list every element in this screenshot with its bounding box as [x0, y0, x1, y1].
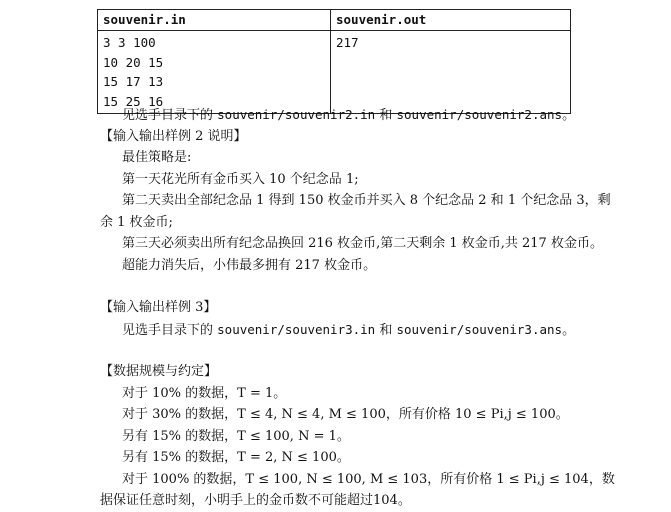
input-file-header: souvenir.in	[98, 10, 331, 31]
explain-line: 第三天必须卖出所有纪念品换回 216 枚金币,第二天剩余 1 枚金币,共 217 枚金币。	[122, 236, 603, 251]
explain-line: 余 1 枚金币;	[100, 214, 173, 230]
sample-output-cell	[331, 31, 571, 114]
sample-input-line: 15 25 16	[103, 93, 164, 109]
sample3-heading: 【输入输出样例 3】	[100, 300, 217, 315]
sample-input-line: 3 3 100	[103, 35, 156, 50]
constraint-line: 另有 15% 的数据，T = 2, N ≤ 100。	[122, 450, 350, 465]
sample-input-line: 15 17 13	[103, 74, 164, 89]
explain-line: 第一天花光所有金币买入 10 个纪念品 1;	[122, 171, 359, 187]
output-file-header: souvenir.out	[331, 10, 571, 31]
sample3-input-file: souvenir/souvenir3.in	[217, 321, 376, 337]
sample2-file-reference: 见选手目录下的 souvenir/souvenir2.in 和 souvenir/souvenir2.ans。	[122, 107, 576, 123]
sample3-answer-file: souvenir/souvenir3.ans	[396, 321, 563, 337]
sample3-file-reference: 见选手目录下的 souvenir/souvenir3.in 和 souvenir/souvenir3.ans。	[122, 321, 576, 338]
sample-input-cell	[98, 31, 331, 114]
io-sample-table	[97, 9, 571, 114]
sample2-explain-heading: 【输入输出样例 2 说明】	[100, 128, 247, 144]
constraint-line: 对于 100% 的数据，T ≤ 100, N ≤ 100, M ≤ 103，所有价格 1 ≤ Pi,j ≤ 104，数	[122, 471, 615, 487]
problem-text	[100, 104, 615, 512]
constraint-line: 另有 15% 的数据，T ≤ 100, N = 1。	[122, 428, 350, 444]
explain-line: 第二天卖出全部纪念品 1 得到 150 枚金币并买入 8 个纪念品 2 和 1 个纪念品 3，剩	[122, 193, 611, 208]
sample2-answer-file: souvenir/souvenir2.ans	[396, 107, 563, 122]
constraint-line: 对于 10% 的数据，T = 1。	[122, 385, 287, 401]
constraint-line: 对于 30% 的数据，T ≤ 4, N ≤ 4, M ≤ 100，所有价格 10 ≤ Pi,j ≤ 100。	[122, 407, 569, 422]
explain-line: 超能力消失后，小伟最多拥有 217 枚金币。	[122, 257, 377, 273]
constraint-line: 据保证任意时刻，小明手上的金币数不可能超过104。	[100, 493, 411, 508]
sample2-input-file: souvenir/souvenir2.in	[217, 107, 376, 122]
explain-line: 最佳策略是:	[122, 150, 192, 165]
constraints-heading: 【数据规模与约定】	[100, 364, 218, 379]
sample-input-line: 10 20 15	[103, 54, 164, 70]
sample-output-line: 217	[336, 35, 359, 50]
